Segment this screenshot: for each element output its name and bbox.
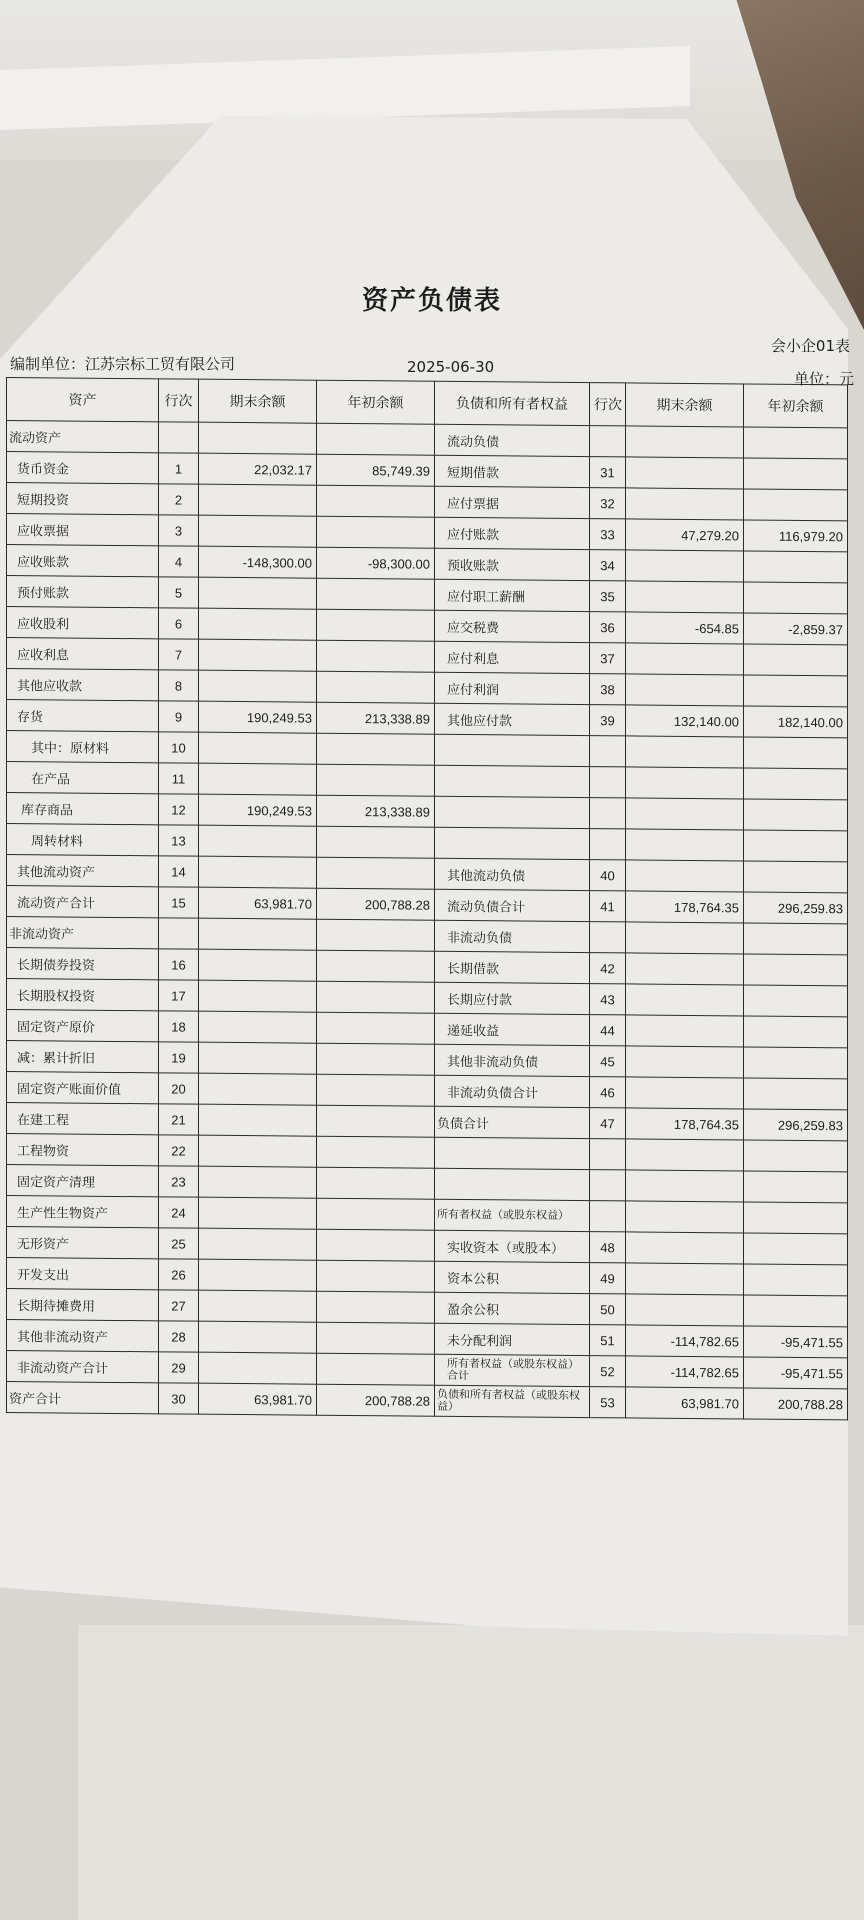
asset-item-cell: 在产品 bbox=[7, 762, 159, 794]
liability-item-cell: 负债和所有者权益（或股东权益） bbox=[435, 1385, 590, 1417]
liability-opening-balance bbox=[744, 830, 848, 862]
asset-item-cell: 应收票据 bbox=[7, 514, 159, 546]
liability-ending-balance bbox=[626, 1077, 744, 1109]
currency-unit: 单位：元 bbox=[793, 370, 854, 388]
asset-ending-balance bbox=[199, 577, 317, 609]
asset-ending-balance bbox=[199, 484, 317, 516]
asset-ending-balance: 22,032.17 bbox=[199, 453, 317, 485]
liability-item-cell: 实收资本（或股本） bbox=[435, 1230, 590, 1262]
asset-opening-balance bbox=[317, 1260, 435, 1292]
asset-opening-balance bbox=[317, 609, 435, 641]
liability-item-cell bbox=[435, 765, 590, 797]
asset-opening-balance: 200,788.28 bbox=[317, 888, 435, 920]
liability-line-number bbox=[590, 426, 626, 457]
asset-ending-balance bbox=[199, 1073, 317, 1105]
company-name: 编制单位：江苏宗标工贸有限公司 bbox=[10, 355, 236, 373]
liability-item-cell: 所有者权益（或股东权益） bbox=[435, 1199, 590, 1231]
asset-line-number: 27 bbox=[159, 1290, 199, 1321]
liability-ending-balance bbox=[626, 674, 744, 706]
liability-opening-balance bbox=[744, 489, 848, 521]
document-title: 资产负债表 bbox=[361, 286, 502, 316]
liability-item-cell: 其他流动负债 bbox=[435, 858, 590, 890]
liability-ending-balance: 178,764.35 bbox=[626, 891, 744, 923]
liability-line-number bbox=[590, 798, 626, 829]
asset-line-number: 10 bbox=[159, 732, 199, 763]
liability-line-number: 49 bbox=[590, 1263, 626, 1294]
asset-opening-balance bbox=[317, 857, 435, 889]
asset-line-number: 18 bbox=[159, 1011, 199, 1042]
asset-item-cell: 货币资金 bbox=[7, 452, 159, 484]
asset-line-number: 21 bbox=[159, 1104, 199, 1135]
liability-ending-balance bbox=[626, 550, 744, 582]
liability-line-number: 38 bbox=[590, 674, 626, 705]
liability-item-cell: 非流动负债 bbox=[435, 920, 590, 952]
liability-ending-balance: -654.85 bbox=[626, 612, 744, 644]
liability-line-number: 46 bbox=[590, 1077, 626, 1108]
table-header-row bbox=[7, 378, 848, 428]
liability-opening-balance: 296,259.83 bbox=[744, 892, 848, 924]
liability-opening-balance: 296,259.83 bbox=[744, 1109, 848, 1141]
liability-item-cell: 盈余公积 bbox=[435, 1292, 590, 1324]
asset-line-number: 28 bbox=[159, 1321, 199, 1352]
column-header: 期末余额 bbox=[626, 383, 744, 427]
column-header: 资产 bbox=[7, 378, 159, 422]
asset-item-cell: 应收利息 bbox=[7, 638, 159, 670]
asset-item-cell: 其中：原材料 bbox=[7, 731, 159, 763]
asset-opening-balance bbox=[317, 1198, 435, 1230]
asset-line-number: 29 bbox=[159, 1352, 199, 1383]
asset-ending-balance bbox=[199, 949, 317, 981]
asset-opening-balance bbox=[317, 516, 435, 548]
asset-opening-balance bbox=[317, 1074, 435, 1106]
liability-item-cell: 长期借款 bbox=[435, 951, 590, 983]
asset-item-cell: 开发支出 bbox=[7, 1258, 159, 1290]
liability-line-number: 34 bbox=[590, 550, 626, 581]
asset-ending-balance: -148,300.00 bbox=[199, 546, 317, 578]
liability-item-cell bbox=[435, 1137, 590, 1169]
liability-ending-balance bbox=[626, 984, 744, 1016]
liability-item-cell bbox=[435, 827, 590, 859]
liability-opening-balance bbox=[744, 985, 848, 1017]
asset-ending-balance bbox=[199, 1042, 317, 1074]
asset-opening-balance bbox=[317, 1229, 435, 1261]
column-header: 期末余额 bbox=[199, 379, 317, 423]
liability-line-number bbox=[590, 767, 626, 798]
liability-opening-balance bbox=[744, 1202, 848, 1234]
asset-opening-balance bbox=[317, 1322, 435, 1354]
liability-line-number: 45 bbox=[590, 1046, 626, 1077]
liability-line-number: 40 bbox=[590, 860, 626, 891]
liability-line-number: 53 bbox=[590, 1387, 626, 1418]
asset-line-number: 30 bbox=[159, 1383, 199, 1414]
liability-opening-balance bbox=[744, 737, 848, 769]
asset-opening-balance bbox=[317, 485, 435, 517]
asset-item-cell: 周转材料 bbox=[7, 824, 159, 856]
liability-line-number bbox=[590, 1201, 626, 1232]
asset-opening-balance bbox=[317, 1291, 435, 1323]
liability-opening-balance bbox=[744, 954, 848, 986]
liability-item-cell: 短期借款 bbox=[435, 455, 590, 487]
asset-opening-balance bbox=[317, 1105, 435, 1137]
asset-ending-balance bbox=[199, 856, 317, 888]
liability-item-cell: 其他应付款 bbox=[435, 703, 590, 735]
asset-ending-balance: 190,249.53 bbox=[199, 701, 317, 733]
liability-ending-balance bbox=[626, 953, 744, 985]
asset-opening-balance bbox=[317, 671, 435, 703]
liability-item-cell: 未分配利润 bbox=[435, 1323, 590, 1355]
asset-ending-balance bbox=[199, 1321, 317, 1353]
liability-opening-balance: 182,140.00 bbox=[744, 706, 848, 738]
liability-ending-balance: 132,140.00 bbox=[626, 705, 744, 737]
asset-opening-balance: 200,788.28 bbox=[317, 1384, 435, 1416]
asset-ending-balance bbox=[199, 422, 317, 454]
liability-opening-balance bbox=[744, 1140, 848, 1172]
asset-opening-balance bbox=[317, 764, 435, 796]
asset-item-cell: 长期待摊费用 bbox=[7, 1289, 159, 1321]
asset-ending-balance bbox=[199, 732, 317, 764]
liability-opening-balance bbox=[744, 1047, 848, 1079]
asset-line-number: 6 bbox=[159, 608, 199, 639]
asset-ending-balance bbox=[199, 515, 317, 547]
liability-line-number bbox=[590, 736, 626, 767]
asset-opening-balance bbox=[317, 826, 435, 858]
liability-item-cell: 长期应付款 bbox=[435, 982, 590, 1014]
asset-line-number: 16 bbox=[159, 949, 199, 980]
asset-item-cell: 其他流动资产 bbox=[7, 855, 159, 887]
liability-line-number: 36 bbox=[590, 612, 626, 643]
asset-line-number: 3 bbox=[159, 515, 199, 546]
asset-opening-balance: -98,300.00 bbox=[317, 547, 435, 579]
asset-ending-balance: 63,981.70 bbox=[199, 1383, 317, 1415]
liability-item-cell bbox=[435, 1168, 590, 1200]
liability-line-number: 32 bbox=[590, 488, 626, 519]
liability-ending-balance bbox=[626, 1294, 744, 1326]
liability-line-number: 41 bbox=[590, 891, 626, 922]
liability-line-number: 43 bbox=[590, 984, 626, 1015]
liability-ending-balance: -114,782.65 bbox=[626, 1325, 744, 1357]
liability-item-cell: 流动负债合计 bbox=[435, 889, 590, 921]
liability-opening-balance: -2,859.37 bbox=[744, 613, 848, 645]
asset-ending-balance bbox=[199, 1290, 317, 1322]
liability-opening-balance bbox=[744, 861, 848, 893]
asset-line-number: 9 bbox=[159, 701, 199, 732]
asset-ending-balance bbox=[199, 918, 317, 950]
asset-line-number: 8 bbox=[159, 670, 199, 701]
asset-opening-balance bbox=[317, 423, 435, 455]
liability-ending-balance: 47,279.20 bbox=[626, 519, 744, 551]
liability-line-number bbox=[590, 922, 626, 953]
asset-opening-balance: 85,749.39 bbox=[317, 454, 435, 486]
asset-line-number: 5 bbox=[159, 577, 199, 608]
asset-line-number: 2 bbox=[159, 484, 199, 515]
liability-ending-balance bbox=[626, 426, 744, 458]
asset-item-cell: 预付账款 bbox=[7, 576, 159, 608]
liability-item-cell bbox=[435, 796, 590, 828]
liability-line-number: 42 bbox=[590, 953, 626, 984]
asset-line-number: 23 bbox=[159, 1166, 199, 1197]
liability-line-number: 33 bbox=[590, 519, 626, 550]
liability-line-number bbox=[590, 1139, 626, 1170]
liability-item-cell: 应付利息 bbox=[435, 641, 590, 673]
asset-opening-balance: 213,338.89 bbox=[317, 795, 435, 827]
asset-item-cell: 库存商品 bbox=[7, 793, 159, 825]
asset-item-cell: 资产合计 bbox=[7, 1382, 159, 1414]
asset-line-number: 12 bbox=[159, 794, 199, 825]
liability-line-number: 51 bbox=[590, 1325, 626, 1356]
asset-ending-balance: 190,249.53 bbox=[199, 794, 317, 826]
liability-item-cell: 预收账款 bbox=[435, 548, 590, 580]
asset-ending-balance bbox=[199, 1011, 317, 1043]
liability-opening-balance bbox=[744, 1295, 848, 1327]
asset-line-number: 20 bbox=[159, 1073, 199, 1104]
asset-line-number: 26 bbox=[159, 1259, 199, 1290]
liability-ending-balance bbox=[626, 1263, 744, 1295]
asset-ending-balance bbox=[199, 763, 317, 795]
asset-ending-balance bbox=[199, 639, 317, 671]
liability-ending-balance bbox=[626, 1015, 744, 1047]
liability-ending-balance bbox=[626, 581, 744, 613]
liability-ending-balance bbox=[626, 860, 744, 892]
asset-item-cell: 其他非流动资产 bbox=[7, 1320, 159, 1352]
liability-opening-balance bbox=[744, 1264, 848, 1296]
liability-item-cell: 所有者权益（或股东权益）合计 bbox=[435, 1354, 590, 1386]
asset-opening-balance bbox=[317, 578, 435, 610]
asset-line-number bbox=[159, 918, 199, 949]
asset-opening-balance bbox=[317, 733, 435, 765]
liability-opening-balance bbox=[744, 1171, 848, 1203]
asset-line-number: 24 bbox=[159, 1197, 199, 1228]
liability-ending-balance bbox=[626, 798, 744, 830]
liability-line-number: 31 bbox=[590, 457, 626, 488]
liability-item-cell: 非流动负债合计 bbox=[435, 1075, 590, 1107]
asset-opening-balance bbox=[317, 919, 435, 951]
liability-line-number: 39 bbox=[590, 705, 626, 736]
liability-item-cell: 应付票据 bbox=[435, 486, 590, 518]
asset-item-cell: 非流动资产合计 bbox=[7, 1351, 159, 1383]
liability-ending-balance bbox=[626, 488, 744, 520]
liability-opening-balance bbox=[744, 551, 848, 583]
asset-ending-balance bbox=[199, 670, 317, 702]
liability-opening-balance bbox=[744, 768, 848, 800]
asset-ending-balance bbox=[199, 1135, 317, 1167]
liability-ending-balance bbox=[626, 1232, 744, 1264]
liability-opening-balance: 116,979.20 bbox=[744, 520, 848, 552]
asset-item-cell: 固定资产原价 bbox=[7, 1010, 159, 1042]
asset-opening-balance bbox=[317, 640, 435, 672]
liability-ending-balance bbox=[626, 1046, 744, 1078]
asset-opening-balance bbox=[317, 981, 435, 1013]
column-header: 负债和所有者权益 bbox=[435, 381, 590, 425]
liability-ending-balance bbox=[626, 922, 744, 954]
asset-item-cell: 非流动资产 bbox=[7, 917, 159, 949]
column-header: 年初余额 bbox=[317, 380, 435, 424]
asset-line-number: 11 bbox=[159, 763, 199, 794]
liability-opening-balance bbox=[744, 644, 848, 676]
asset-ending-balance bbox=[199, 608, 317, 640]
asset-line-number: 17 bbox=[159, 980, 199, 1011]
asset-ending-balance bbox=[199, 1228, 317, 1260]
asset-item-cell: 存货 bbox=[7, 700, 159, 732]
liability-opening-balance bbox=[744, 675, 848, 707]
asset-line-number: 15 bbox=[159, 887, 199, 918]
asset-line-number: 13 bbox=[159, 825, 199, 856]
liability-ending-balance bbox=[626, 1201, 744, 1233]
liability-opening-balance bbox=[744, 458, 848, 490]
column-header: 年初余额 bbox=[744, 384, 848, 428]
liability-item-cell: 流动负债 bbox=[435, 424, 590, 456]
liability-opening-balance: -95,471.55 bbox=[744, 1326, 848, 1358]
asset-item-cell: 短期投资 bbox=[7, 483, 159, 515]
asset-opening-balance: 213,338.89 bbox=[317, 702, 435, 734]
liability-item-cell: 应付账款 bbox=[435, 517, 590, 549]
asset-item-cell: 流动资产合计 bbox=[7, 886, 159, 918]
liability-line-number: 48 bbox=[590, 1232, 626, 1263]
liability-line-number bbox=[590, 829, 626, 860]
liability-line-number: 47 bbox=[590, 1108, 626, 1139]
liability-line-number: 44 bbox=[590, 1015, 626, 1046]
report-date: 2025-06-30 bbox=[407, 358, 495, 376]
asset-opening-balance bbox=[317, 1167, 435, 1199]
asset-ending-balance bbox=[199, 980, 317, 1012]
asset-opening-balance bbox=[317, 1012, 435, 1044]
liability-ending-balance: 178,764.35 bbox=[626, 1108, 744, 1140]
liability-item-cell: 应付利润 bbox=[435, 672, 590, 704]
asset-ending-balance bbox=[199, 1352, 317, 1384]
asset-item-cell: 固定资产账面价值 bbox=[7, 1072, 159, 1104]
column-header: 行次 bbox=[590, 383, 626, 426]
liability-item-cell bbox=[435, 734, 590, 766]
asset-item-cell: 减：累计折旧 bbox=[7, 1041, 159, 1073]
form-code: 会小企01表 bbox=[770, 337, 850, 355]
asset-ending-balance bbox=[199, 1104, 317, 1136]
liability-opening-balance bbox=[744, 923, 848, 955]
asset-item-cell: 在建工程 bbox=[7, 1103, 159, 1135]
asset-item-cell: 长期股权投资 bbox=[7, 979, 159, 1011]
liability-line-number: 37 bbox=[590, 643, 626, 674]
asset-line-number bbox=[159, 422, 199, 453]
asset-line-number: 19 bbox=[159, 1042, 199, 1073]
asset-item-cell: 工程物资 bbox=[7, 1134, 159, 1166]
liability-ending-balance: 63,981.70 bbox=[626, 1387, 744, 1419]
asset-opening-balance bbox=[317, 950, 435, 982]
liability-ending-balance bbox=[626, 767, 744, 799]
liability-line-number: 35 bbox=[590, 581, 626, 612]
asset-item-cell: 固定资产清理 bbox=[7, 1165, 159, 1197]
asset-item-cell: 流动资产 bbox=[7, 421, 159, 453]
asset-line-number: 25 bbox=[159, 1228, 199, 1259]
balance-sheet-table bbox=[6, 377, 848, 1420]
asset-item-cell: 应收股利 bbox=[7, 607, 159, 639]
liability-ending-balance bbox=[626, 1139, 744, 1171]
liability-item-cell: 递延收益 bbox=[435, 1013, 590, 1045]
liability-opening-balance bbox=[744, 1233, 848, 1265]
asset-ending-balance bbox=[199, 825, 317, 857]
asset-item-cell: 长期债券投资 bbox=[7, 948, 159, 980]
asset-ending-balance bbox=[199, 1197, 317, 1229]
asset-opening-balance bbox=[317, 1043, 435, 1075]
liability-ending-balance bbox=[626, 829, 744, 861]
liability-ending-balance bbox=[626, 1170, 744, 1202]
liability-line-number: 50 bbox=[590, 1294, 626, 1325]
asset-item-cell: 无形资产 bbox=[7, 1227, 159, 1259]
column-header: 行次 bbox=[159, 379, 199, 422]
liability-item-cell: 其他非流动负债 bbox=[435, 1044, 590, 1076]
liability-line-number: 52 bbox=[590, 1356, 626, 1387]
liability-opening-balance: -95,471.55 bbox=[744, 1357, 848, 1389]
liability-opening-balance bbox=[744, 582, 848, 614]
liability-line-number bbox=[590, 1170, 626, 1201]
asset-ending-balance: 63,981.70 bbox=[199, 887, 317, 919]
asset-line-number: 7 bbox=[159, 639, 199, 670]
asset-item-cell: 生产性生物资产 bbox=[7, 1196, 159, 1228]
liability-opening-balance bbox=[744, 1078, 848, 1110]
asset-line-number: 14 bbox=[159, 856, 199, 887]
liability-ending-balance bbox=[626, 643, 744, 675]
liability-opening-balance: 200,788.28 bbox=[744, 1388, 848, 1420]
liability-item-cell: 应付职工薪酬 bbox=[435, 579, 590, 611]
table-row bbox=[7, 1382, 848, 1420]
liability-ending-balance bbox=[626, 457, 744, 489]
asset-line-number: 1 bbox=[159, 453, 199, 484]
asset-line-number: 4 bbox=[159, 546, 199, 577]
liability-ending-balance bbox=[626, 736, 744, 768]
asset-line-number: 22 bbox=[159, 1135, 199, 1166]
asset-ending-balance bbox=[199, 1259, 317, 1291]
asset-item-cell: 其他应收款 bbox=[7, 669, 159, 701]
liability-item-cell: 应交税费 bbox=[435, 610, 590, 642]
liability-ending-balance: -114,782.65 bbox=[626, 1356, 744, 1388]
underlying-paper bbox=[78, 1625, 864, 1920]
liability-opening-balance bbox=[744, 1016, 848, 1048]
liability-item-cell: 负债合计 bbox=[435, 1106, 590, 1138]
liability-opening-balance bbox=[744, 427, 848, 459]
liability-item-cell: 资本公积 bbox=[435, 1261, 590, 1293]
asset-opening-balance bbox=[317, 1353, 435, 1385]
asset-opening-balance bbox=[317, 1136, 435, 1168]
asset-ending-balance bbox=[199, 1166, 317, 1198]
asset-item-cell: 应收账款 bbox=[7, 545, 159, 577]
liability-opening-balance bbox=[744, 799, 848, 831]
